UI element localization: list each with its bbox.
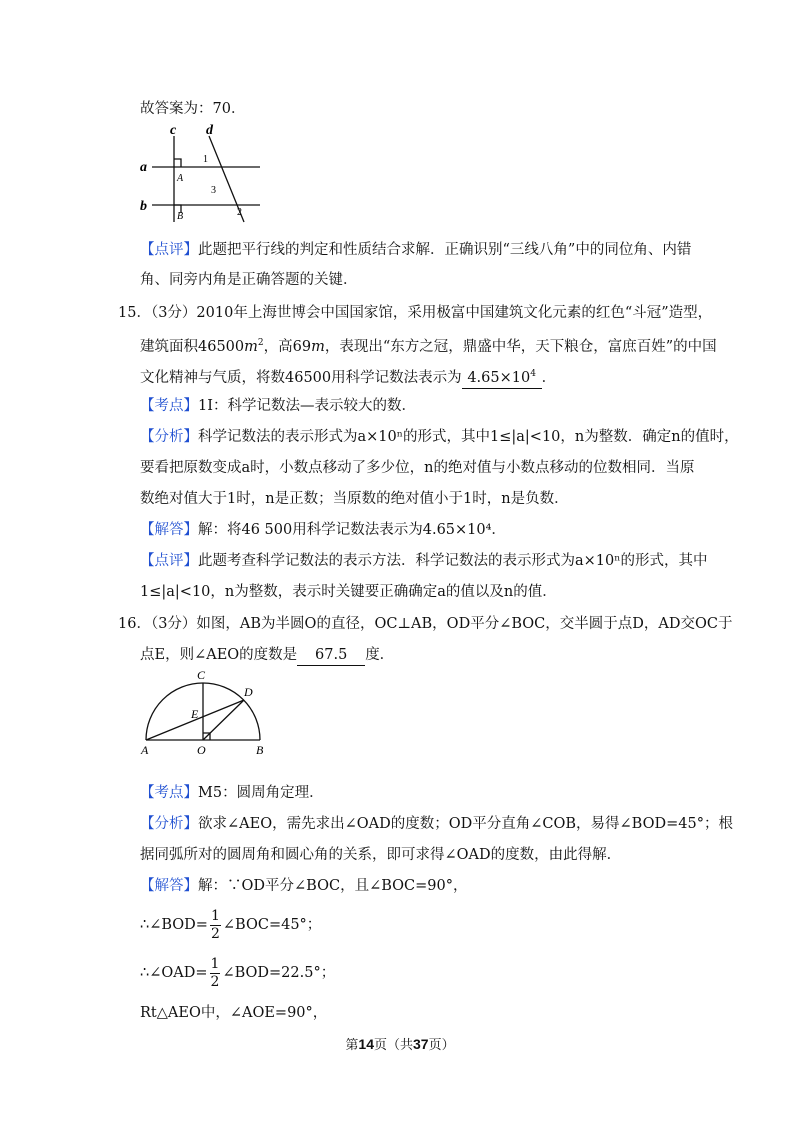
step-1-pre: ∴∠BOD= [140, 917, 208, 933]
fenxi-16-line1 [140, 814, 733, 834]
jieda-15-text: 解：将46 500用科学记数法表示为4.65×10⁴． [198, 522, 506, 538]
fenxi-15-line1 [140, 427, 739, 447]
point-B-label: B [256, 743, 264, 757]
fenxi-15-text: 科学记数法的表示形式为a×10ⁿ的形式，其中1≤|a|<10，n为整数．确定n的值时， [198, 429, 739, 445]
kaodian-16 [140, 783, 324, 803]
step-2-post: ∠BOD=22.5°； [222, 965, 336, 981]
answer-line: 故答案为：70． [140, 101, 246, 117]
point-E-label: E [191, 707, 199, 721]
line-d-label: d [206, 124, 213, 138]
angle-3-label: 3 [211, 185, 216, 196]
jieda-16-text: 解：∵OD平分∠BOC，且∠BOC=90°， [198, 878, 468, 894]
step-2 [140, 953, 335, 993]
point-B-label: B [177, 211, 184, 222]
fenxi-15-line2: 要看把原数变成a时，小数点移动了多少位，n的绝对值与小数点移动的位数相同．当原 [140, 460, 695, 476]
kaodian-15-text: 1I：科学记数法—表示较大的数． [198, 398, 416, 414]
fraction-denominator: 2 [210, 925, 220, 942]
review-14-line2: 角、同旁内角是正确答题的关键． [140, 272, 358, 288]
footer-pre: 第 [345, 1038, 359, 1053]
q15-text-1: 建筑面积46500 [140, 338, 245, 355]
q15-unit-m: m [311, 338, 325, 355]
jieda-16 [140, 876, 467, 896]
jieda-tag: 【解答】 [140, 878, 198, 894]
footer-post: 页） [428, 1038, 455, 1053]
q16-answer: 67.5 [297, 645, 365, 666]
review-tag: 【点评】 [140, 553, 198, 569]
q15-answer [462, 364, 542, 389]
fenxi-tag: 【分析】 [140, 429, 198, 445]
q15-text-2: ，高69 [263, 338, 312, 355]
q15-answer-base: 4.65×10 [467, 369, 531, 386]
question-16-line2 [140, 645, 394, 666]
fraction-denominator: 2 [210, 973, 220, 990]
question-16-line1: 16．（3分）如图，AB为半圆O的直径，OC⊥AB，OD平分∠BOC，交半圆于点D，AD交OC于 [118, 616, 733, 632]
kaodian-16-text: M5：圆周角定理． [198, 785, 324, 801]
q15-unit-m2: m [244, 338, 258, 355]
line-a-label: a [140, 160, 147, 175]
question-15-line1: 15．（3分）2010年上海世博会中国国家馆，采用极富中国建筑文化元素的红色“斗冠”造型， [118, 305, 713, 321]
question-15-line3: 文化精神与气质，将数46500用科学记数法表示为 $4.65\times 10^4$ ． [140, 364, 556, 389]
fenxi-tag: 【分析】 [140, 816, 198, 832]
kaodian-tag: 【考点】 [140, 398, 198, 414]
q15-text-4: 文化精神与气质，将数46500用科学记数法表示为 [140, 369, 462, 386]
q16-text-1: 点E，则∠AEO的度数是 [140, 647, 298, 663]
step-1-post: ∠BOC=45°； [222, 917, 322, 933]
step-3: Rt△AEO中，∠AOE=90°， [140, 1005, 328, 1021]
point-A-label: A [177, 173, 184, 184]
footer-page-number: 14 [358, 1036, 374, 1052]
angle-2-label: 2 [237, 207, 242, 218]
fenxi-15-line3: 数绝对值大于1时，n是正数；当原数的绝对值小于1时，n是负数． [140, 491, 569, 507]
step-1 [140, 905, 321, 945]
footer-mid: 页（共 [373, 1038, 413, 1053]
fraction-half [210, 908, 221, 943]
jieda-15 [140, 520, 506, 540]
point-O-label: O [197, 743, 206, 757]
q15-text-3: ，表现出“东方之冠，鼎盛中华，天下粮仓，富庶百姓”的中国 [324, 338, 717, 355]
page-footer [0, 1034, 800, 1053]
parallel-lines-figure [138, 124, 268, 224]
q15-answer-exp: 4 [530, 369, 536, 379]
point-A-label: A [141, 743, 149, 757]
review-15-text: 此题考查科学记数法的表示方法．科学记数法的表示形式为a×10ⁿ的形式，其中 [198, 553, 708, 569]
fraction-half [210, 956, 221, 991]
footer-total-pages: 37 [413, 1036, 429, 1052]
review-14-line1 [140, 240, 691, 260]
fenxi-16-text: 欲求∠AEO，需先求出∠OAD的度数；OD平分直角∠COB，易得∠BOD=45°；根 [198, 816, 733, 832]
review-tag: 【点评】 [140, 242, 198, 258]
fenxi-16-line2: 据同弧所对的圆周角和圆心角的关系，即可求得∠OAD的度数，由此得解． [140, 847, 622, 863]
q16-text-2: 度． [365, 647, 395, 663]
review-14-text: 此题把平行线的判定和性质结合求解．正确识别“三线八角”中的同位角、内错 [198, 242, 692, 258]
kaodian-tag: 【考点】 [140, 785, 198, 801]
fraction-numerator: 1 [210, 907, 220, 924]
step-2-pre: ∴∠OAD= [140, 965, 208, 981]
kaodian-15 [140, 396, 416, 416]
fraction-numerator: 1 [210, 955, 220, 972]
question-15-line2 [140, 333, 717, 357]
line-b-label: b [140, 199, 147, 214]
review-15-line1 [140, 551, 708, 571]
semicircle-figure [136, 664, 276, 764]
q15-unit-exp: 2 [257, 338, 264, 348]
jieda-tag: 【解答】 [140, 522, 198, 538]
point-D-label: D [244, 685, 253, 699]
line-c-label: c [170, 124, 177, 138]
angle-1-label: 1 [203, 154, 208, 165]
point-C-label: C [197, 668, 206, 682]
review-15-line2: 1≤|a|<10，n为整数，表示时关键要正确确定a的值以及n的值． [140, 584, 557, 600]
